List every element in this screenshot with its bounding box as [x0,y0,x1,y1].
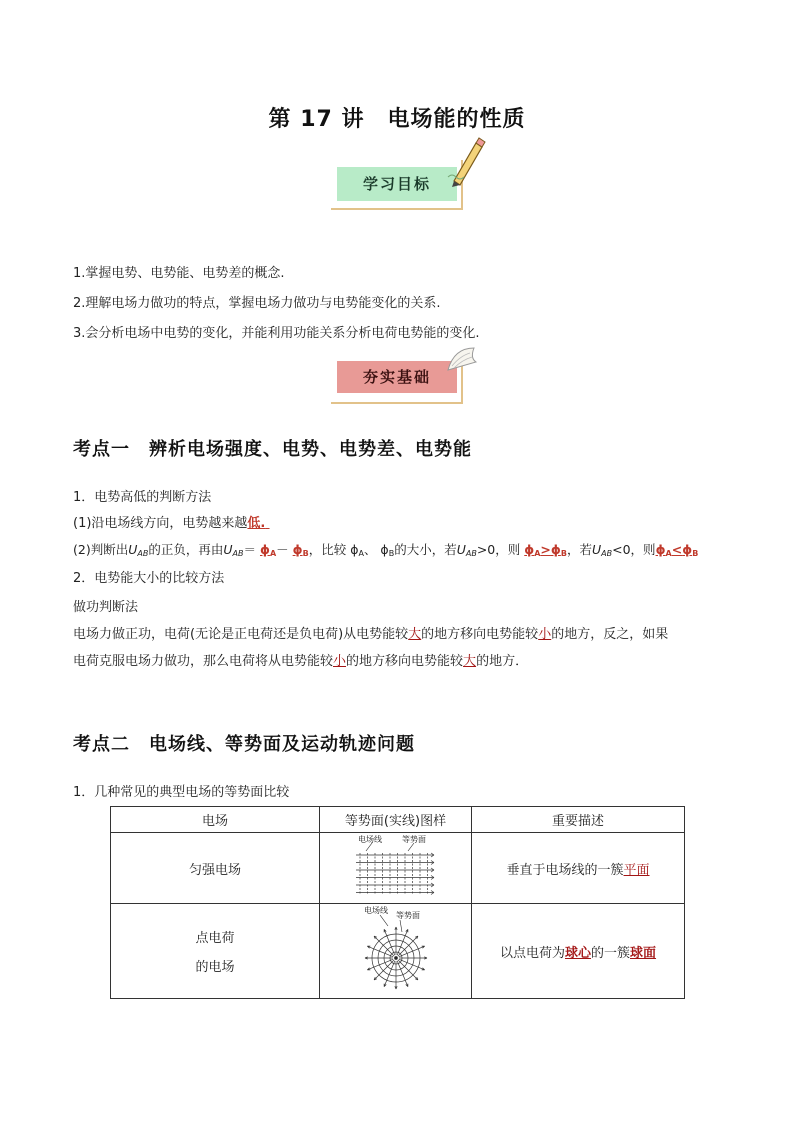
scroll-icon [444,344,480,376]
uniform-field-figure [336,833,456,899]
answer-phiA: $\phi_A$ [259,542,277,558]
field-point-charge: 点电荷 的电场 [111,904,320,999]
s1-line1-text: (1)沿电场线方向，电势越来越 [73,516,248,531]
header-field: 电场 [111,807,320,833]
table-header-row [111,807,685,833]
s1-para-line1: 电场力做正功，电荷(无论是正电荷还是负电荷)从电势能较大的地方移向电势能较小的地方，反之，如果 [73,627,669,642]
point-charge-diagram [320,904,472,999]
s1-line2: (2)判断出$U_{AB}$的正负，再由$U_{AB}= \phi_A- \phi_B$，比较 $\phi_A$、 $\phi_B$的大小，若$U_{AB}>0$，则 $\phi_A>\phi_B$，若$U_{AB}<0$，则$\phi_A<\phi_B$ [73,542,699,558]
objective-1: 1.掌握电势、电势能、电势差的概念. [73,266,285,281]
goals-badge [337,167,457,201]
uniform-description: 垂直于电场线的一簇平面 [472,833,685,904]
s1-method: 做功判断法 [73,600,139,615]
pencil-icon [446,137,486,187]
s1-item1: 1．电势高低的判断方法 [73,490,212,505]
answer-phiB: $\phi_B$ [292,542,309,558]
goals-badge-label: 学习目标 [362,175,431,193]
s1-line1 [73,512,271,531]
point-charge-figure [336,904,456,994]
answer-gt: $\phi_A>\phi_B$ [524,542,567,558]
s1-item2: 2．电势能大小的比较方法 [73,571,225,586]
point-charge-description: 以点电荷为球心的一簇球面 [472,904,685,999]
uniform-label-a: 电场线 [357,835,382,844]
point-label-b: 等势面 [395,911,420,920]
section1-heading: 考点一 辨析电场强度、电势、电势差、电势能 [73,439,472,460]
table-row [111,833,685,904]
objective-3: 3.会分析电场中电势的变化，并能利用功能关系分析电荷电势能的变化. [73,326,480,341]
s1-para-line2: 电荷克服电场力做功，那么电荷将从电势能较小的地方移向电势能较大的地方． [73,654,529,669]
page-title: 第 17 讲 电场能的性质 [268,107,526,132]
basics-badge-label: 夯实基础 [362,368,431,386]
objective-2: 2.理解电场力做功的特点，掌握电场力做功与电势能变化的关系. [73,296,441,311]
uniform-field-diagram [320,833,472,904]
section2-heading: 考点二 电场线、等势面及运动轨迹问题 [73,734,415,755]
field-comparison-table [110,806,685,999]
s2-item1: 1．几种常见的典型电场的等势面比较 [73,785,290,800]
table-row [111,904,685,999]
answer-low: 低. [247,516,266,531]
answer-lt: $\phi_A<\phi_B$ [655,542,699,558]
header-description: 重要描述 [472,807,685,833]
point-label-a: 电场线 [363,906,388,915]
header-pattern: 等势面(实线)图样 [320,807,472,833]
uniform-label-b: 等势面 [401,835,426,844]
basics-badge [337,361,457,393]
field-uniform: 匀强电场 [111,833,320,904]
